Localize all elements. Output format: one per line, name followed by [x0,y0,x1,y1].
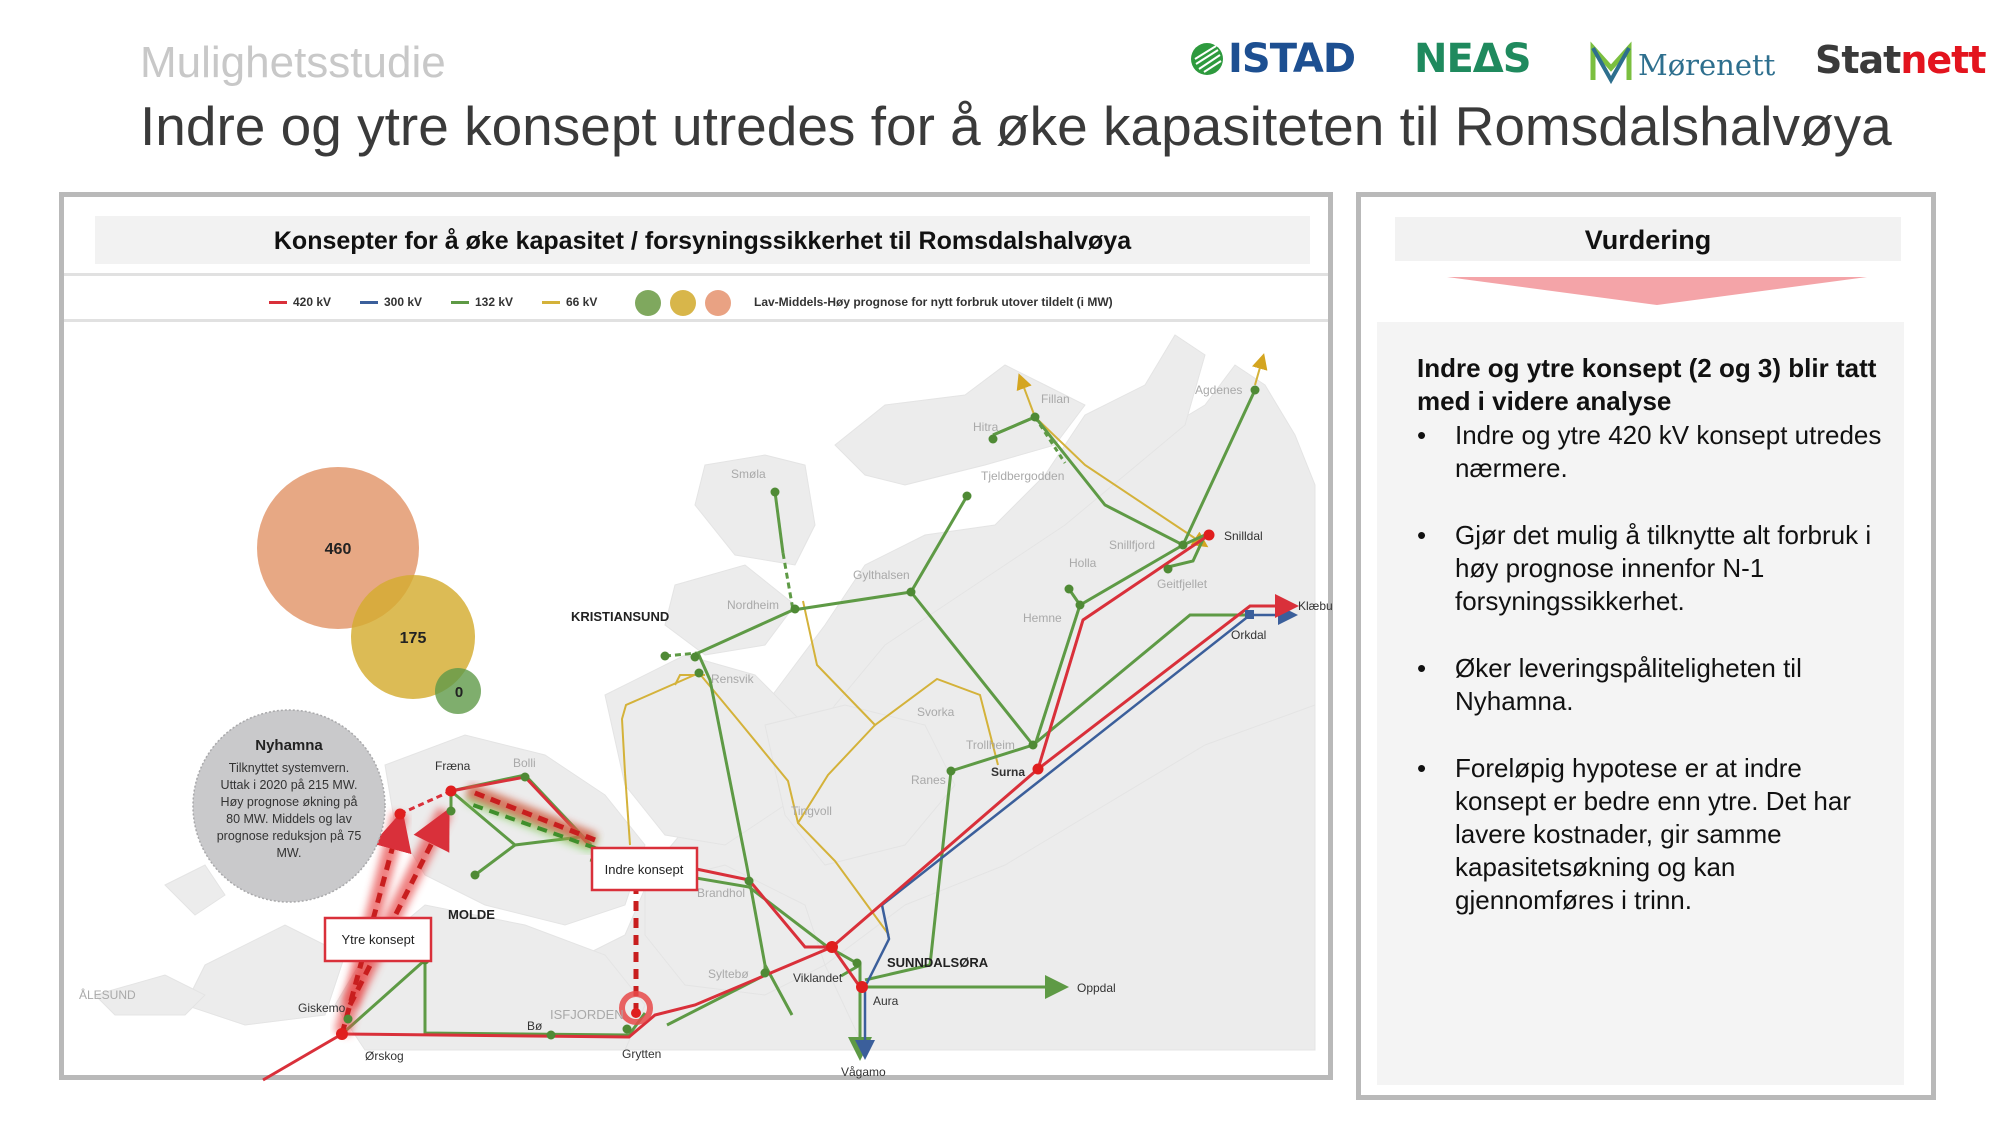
label-viklandet: Viklandet [793,971,843,985]
down-arrow-icon [1447,277,1867,307]
bullet-item [1417,419,1887,485]
statnett-logo [1815,38,1986,82]
label-rensvik: Rensvik [711,672,754,686]
label-trollheim: Trollheim [966,738,1015,752]
node-agdenes [1251,386,1260,395]
assessment-bullets [1417,419,1887,951]
bullet-item [1417,519,1887,618]
label-bolli: Bolli [513,756,536,770]
label-svorka: Svorka [917,705,955,719]
indre-konsept-label [592,848,697,890]
land-island-west [165,865,225,915]
node-snilldal [1204,530,1215,541]
assessment-header [1395,217,1901,261]
node-grytten-b [623,1025,632,1034]
label-smola: Smøla [731,467,766,481]
node-hitra [989,435,998,444]
istad-globe-icon [1190,42,1224,76]
bullet-dot: • [1417,420,1427,450]
legend-prognosis-label: Lav-Middels-Høy prognose for nytt forbruk utover tildelt (i MW) [754,295,1113,309]
assessment-content [1377,322,1904,1085]
legend-label: 66 kV [566,295,598,309]
label-hitra: Hitra [973,420,999,434]
label-alesund: ÅLESUND [79,988,136,1002]
node-bo [547,1031,556,1040]
morenett-mark-icon [1590,44,1632,84]
label-grytten: Grytten [622,1047,662,1061]
node-tjeldbergodden [963,492,972,501]
concept-map-panel [59,192,1333,1080]
land-hitra [835,365,1085,485]
label-orskog: Ørskog [365,1049,404,1063]
bullet-text: Øker leveringspåliteligheten til Nyhamna. [1455,653,1802,716]
label-kristiansund: KRISTIANSUND [571,609,670,624]
indre-konsept-text: Indre konsept [604,862,684,877]
node-fraena-b [447,807,456,816]
bullet-text: Foreløpig hypotese er at indre konsept er bedre enn ytre. Det har lavere kostnader, gir samme kapasitetsøkning og kan gjennomføres i trinn. [1455,753,1852,915]
node-viklandet [826,941,838,953]
label-snilldal: Snilldal [1224,529,1263,543]
nyhamna-text-line: 80 MW. Middels og lav [226,812,352,826]
land-masses [95,335,1315,1050]
label-surna: Surna [991,765,1026,779]
node-aura [856,981,868,993]
nyhamna-text-line: MW. [276,846,302,860]
label-klaebu: Klæbu [1298,599,1333,613]
map-title: Konsepter for å øke kapasitet / forsyningssikkerhet til Romsdalshalvøya [273,227,1132,255]
node-orkdal [1245,610,1254,619]
bullet-dot: • [1417,753,1427,783]
label-hemne: Hemne [1023,611,1062,625]
label-brandhol: Brandhol [697,886,746,900]
label-tingvoll: Tingvoll [791,804,832,818]
node-nordheim [791,605,800,614]
label-oppdal: Oppdal [1077,981,1116,995]
bullet-dot: • [1417,520,1427,550]
legend-label: 420 kV [293,295,332,309]
node-surna [1033,764,1044,775]
node-sunndalsora [853,959,862,968]
bubble-low-value: 0 [454,684,464,701]
node-syltebo [761,969,770,978]
label-giskemo: Giskemo [298,1001,346,1015]
prognosis-bubbles [257,467,481,714]
nyhamna-info [193,710,385,902]
label-geitfjellet: Geitfjellet [1157,577,1208,591]
label-orkdal: Orkdal [1231,628,1267,642]
nyhamna-text-line: prognose reduksjon på 75 [216,829,362,843]
label-syltebo: Syltebø [708,967,749,981]
node-holla [1065,585,1074,594]
node-snillfjord [1179,541,1188,550]
node-fraena [446,786,457,797]
node-hemne [1076,601,1085,610]
node-trollheim [1029,741,1038,750]
label-isfjorden: ISFJORDEN [550,1007,624,1022]
ytre-konsept-text: Ytre konsept [341,932,415,947]
bullet-text: Indre og ytre 420 kV konsept utredes nærmere. [1455,420,1882,483]
legend-label: 132 kV [475,295,514,309]
label-aura: Aura [873,994,899,1008]
bullet-text: Gjør det mulig å tilknytte alt forbruk i høy prognose innenfor N-1 forsyningssikkerhet. [1455,520,1872,616]
label-nordheim: Nordheim [727,598,780,612]
label-sunndalsora: SUNNDALSØRA [887,955,989,970]
node-kristiansund-a [661,652,670,661]
node-giskemo [344,1015,353,1024]
node-geitfjellet [1164,565,1173,574]
label-holla: Holla [1069,556,1097,570]
node-ranes [947,767,956,776]
page-subtitle: Mulighetsstudie [140,38,446,87]
nyhamna-text-line: Uttak i 2020 på 215 MW. [220,778,358,792]
bullet-item [1417,652,1887,718]
assessment-lead: Indre og ytre konsept (2 og 3) blir tatt med i videre analyse [1417,353,1877,416]
node-kristiansund-b [691,653,700,662]
node-brandhol [745,877,754,886]
morenett-logo [1590,44,1775,84]
istad-logo [1190,36,1355,82]
label-bo: Bø [527,1019,543,1033]
label-ranes: Ranes [911,773,946,787]
bullet-item [1417,752,1887,917]
nyhamna-text-line: Tilknyttet systemvern. [228,761,350,775]
label-molde: MOLDE [448,907,495,922]
assessment-title: Vurdering [1584,225,1712,255]
node-fillan [1031,413,1040,422]
node-molde-north [471,871,480,880]
page-title: Indre og ytre konsept utredes for å øke kapasiteten til Romsdalshalvøya [140,95,1892,157]
morenett-logo-text: Mørenett [1638,48,1776,82]
node-smola [771,488,780,497]
bullet-dot: • [1417,653,1427,683]
label-vagamo: Vågamo [841,1065,886,1079]
legend-label: 300 kV [384,295,423,309]
node-bolli [521,773,530,782]
bubble-high-value: 460 [324,541,352,558]
node-grytten [631,1008,641,1018]
line-420kv [263,1034,342,1080]
ytre-konsept-label [325,918,431,961]
istad-logo-text: ISTAD [1228,36,1356,82]
statnett-logo-text-b: nett [1900,38,1986,82]
label-agdenes: Agdenes [1195,383,1243,397]
label-tjeldbergodden: Tjeldbergodden [981,469,1065,483]
node-orskog [336,1028,348,1040]
neas-logo: NEΔS [1414,36,1531,82]
label-snillfjord: Snillfjord [1109,538,1156,552]
nyhamna-title: Nyhamna [255,737,323,754]
label-fillan: Fillan [1041,392,1070,406]
node-gylthalsen [907,588,916,597]
statnett-logo-text-a: Stat [1815,38,1901,82]
bubble-medium-value: 175 [399,630,427,647]
label-gylthalsen: Gylthalsen [853,568,910,582]
label-fraena: Fræna [435,759,471,773]
node-rensvik [695,669,704,678]
assessment-panel [1356,192,1936,1100]
partner-logos [1190,36,1986,86]
grid-map [64,197,1333,1079]
node-nyhamna [395,809,406,820]
nyhamna-text-line: Høy prognose økning på [220,795,358,809]
